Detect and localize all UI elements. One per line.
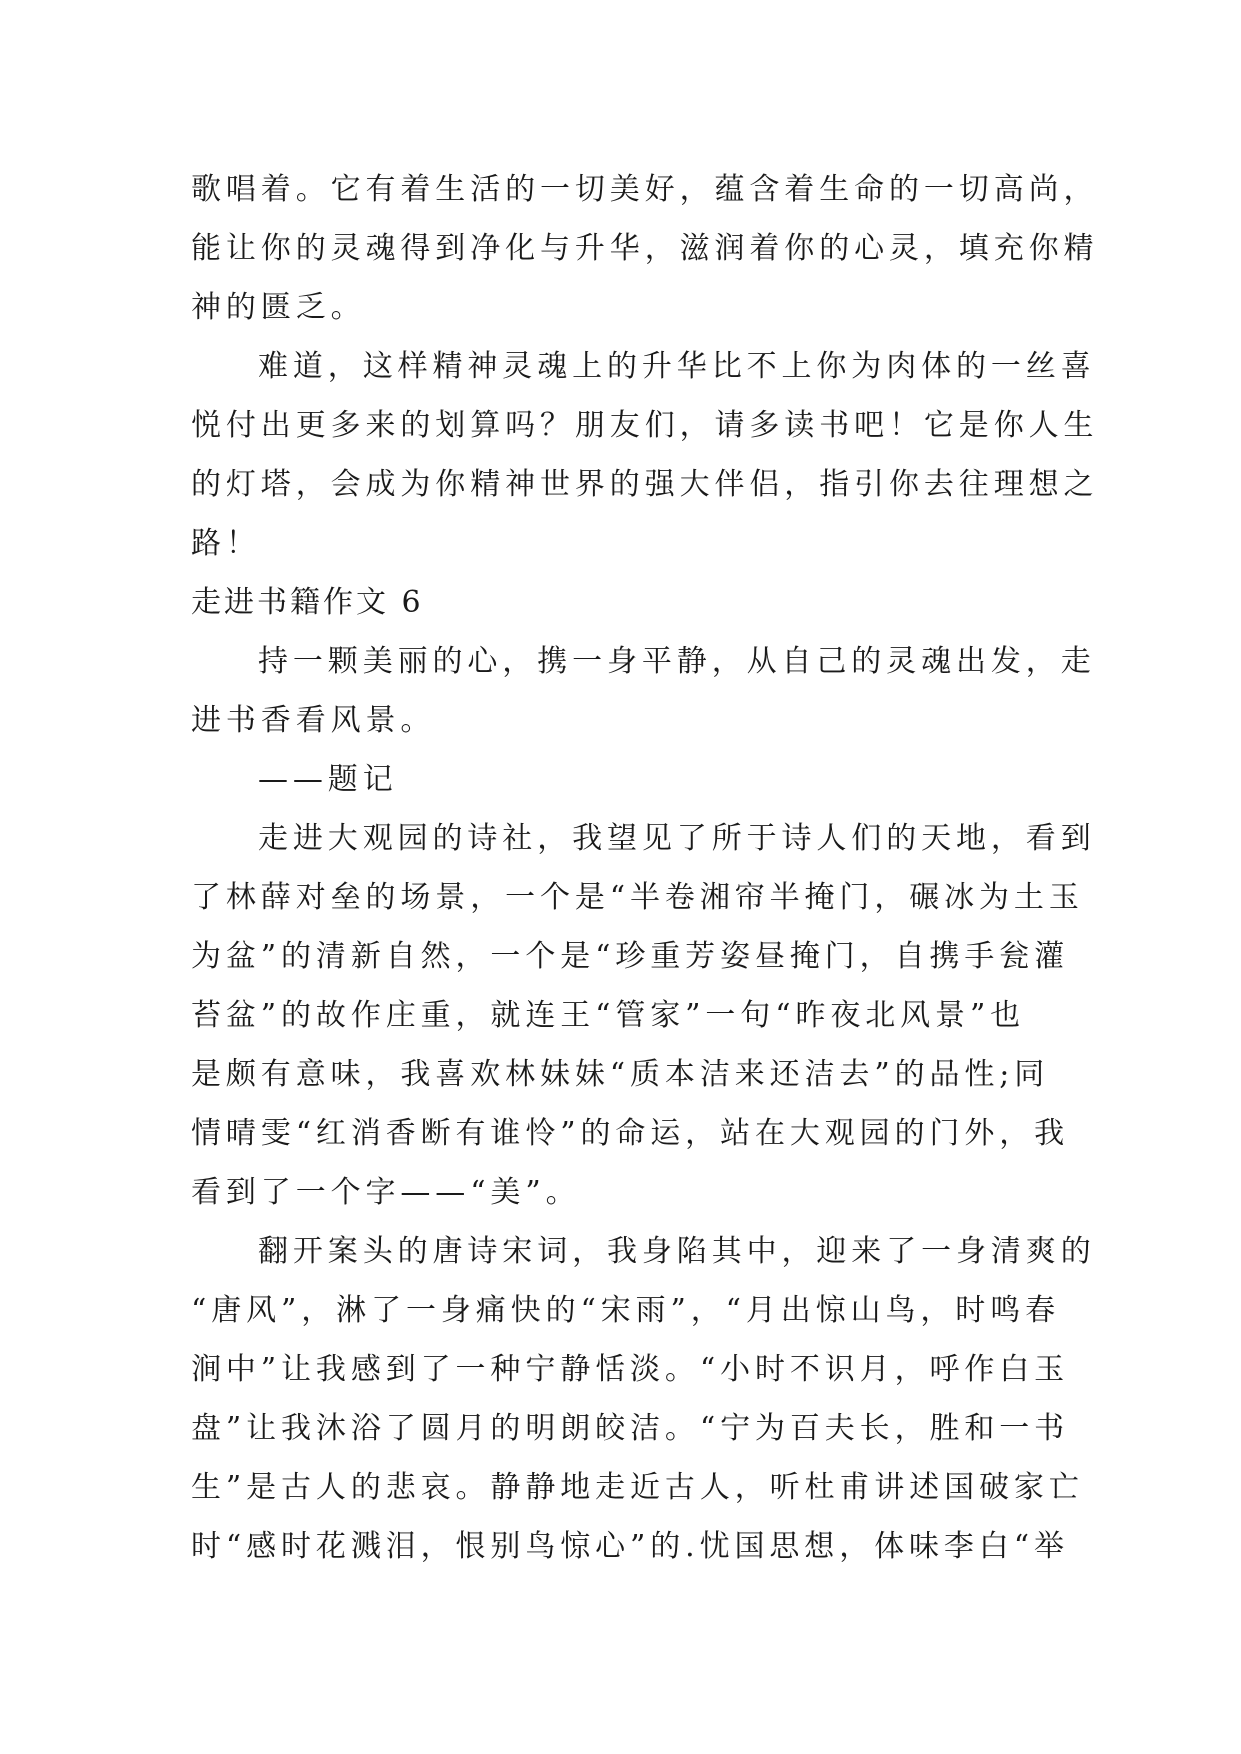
paragraph-line: 了林薛对垒的场景，一个是“半卷湘帘半掩门，碾冰为土玉 xyxy=(191,880,1084,915)
section-title: 走进书籍作文 6 xyxy=(191,585,424,620)
paragraph-line: 情晴雯“红消香断有谁怜”的命运，站在大观园的门外，我 xyxy=(191,1116,1070,1151)
paragraph-line: 苔盆”的故作庄重，就连王“管家”一句“昨夜北风景”也 xyxy=(191,998,1026,1033)
paragraph-line: 能让你的灵魂得到净化与升华，滋润着你的心灵，填充你精 xyxy=(191,231,1099,266)
paragraph-line: 看到了一个字——“美”。 xyxy=(191,1175,581,1210)
epigraph: ——题记 xyxy=(258,762,398,797)
paragraph-line: 是颇有意味，我喜欢林妹妹“质本洁来还洁去”的品性;同 xyxy=(191,1057,1050,1092)
paragraph-line: 神的匮乏。 xyxy=(191,290,366,325)
paragraph-line: 悦付出更多来的划算吗？朋友们，请多读书吧！它是你人生 xyxy=(191,408,1099,443)
paragraph-line: 进书香看风景。 xyxy=(191,703,436,738)
paragraph-first-line: 持一颗美丽的心，携一身平静，从自己的灵魂出发，走 xyxy=(258,644,1096,679)
paragraph-line: “唐风”，淋了一身痛快的“宋雨”，“月出惊山鸟，时鸣春 xyxy=(191,1293,1060,1328)
paragraph-line: 为盆”的清新自然，一个是“珍重芳姿昼掩门，自携手瓮灌 xyxy=(191,939,1070,974)
paragraph-first-line: 翻开案头的唐诗宋词，我身陷其中，迎来了一身清爽的 xyxy=(258,1234,1096,1269)
paragraph-first-line: 难道，这样精神灵魂上的升华比不上你为肉体的一丝喜 xyxy=(258,349,1096,384)
paragraph-line: 涧中”让我感到了一种宁静恬淡。“小时不识月，呼作白玉 xyxy=(191,1352,1070,1387)
paragraph-line: 歌唱着。它有着生活的一切美好，蕴含着生命的一切高尚， xyxy=(191,172,1099,207)
paragraph-line: 的灯塔，会成为你精神世界的强大伴侣，指引你去往理想之 xyxy=(191,467,1099,502)
paragraph-line: 时“感时花溅泪，恨别鸟惊心”的.忧国思想，体味李白“举 xyxy=(191,1529,1069,1564)
paragraph-first-line: 走进大观园的诗社，我望见了所于诗人们的天地，看到 xyxy=(258,821,1096,856)
document-page xyxy=(191,160,1099,1576)
paragraph-line: 生”是古人的悲哀。静静地走近古人，听杜甫讲述国破家亡 xyxy=(191,1470,1084,1505)
paragraph-line: 盘”让我沐浴了圆月的明朗皎洁。“宁为百夫长，胜和一书 xyxy=(191,1411,1070,1446)
paragraph-line: 路！ xyxy=(191,526,261,561)
